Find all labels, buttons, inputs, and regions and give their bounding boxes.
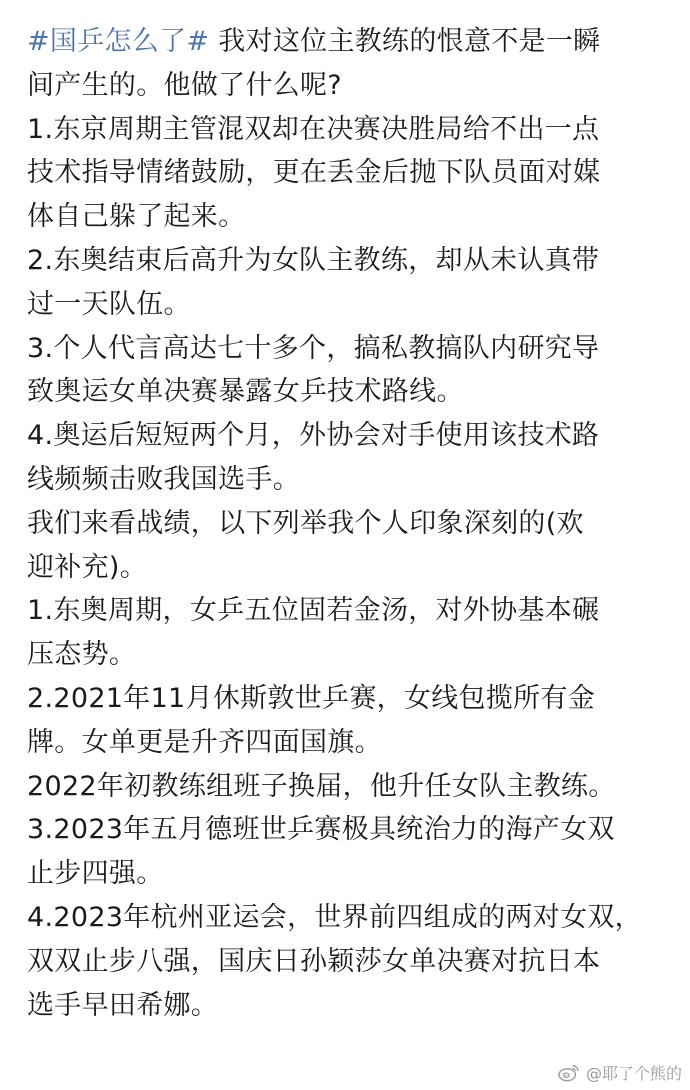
post-line-3: 1.东京周期主管混双却在决赛决胜局给不出一点 bbox=[27, 113, 600, 145]
post-line-8: 3.个人代言高达七十多个，搞私教搞队内研究导 bbox=[27, 332, 600, 364]
post-line-7: 过一天队伍。 bbox=[27, 288, 191, 320]
hashtag-link[interactable]: #国乒怎么了# bbox=[27, 26, 210, 57]
post-line-6: 2.东奥结束后高升为女队主教练，却从未认真带 bbox=[27, 244, 600, 276]
post-line-10: 4.奥运后短短两个月，外协会对手使用该技术路 bbox=[27, 420, 600, 452]
post-line-16: 2.2021年11月休斯敦世乒赛，女线包揽所有金 bbox=[27, 682, 596, 714]
post-line-5: 体自己躲了起来。 bbox=[27, 201, 246, 233]
weibo-watermark bbox=[558, 1060, 682, 1084]
post-line-22: 双双止步八强，国庆日孙颖莎女单决赛对抗日本 bbox=[27, 945, 601, 977]
post-line-14: 1.东奥周期，女乒五位固若金汤，对外协基本碾 bbox=[27, 595, 600, 627]
weibo-logo-icon bbox=[558, 1062, 580, 1082]
post-line-12: 我们来看战绩，以下列举我个人印象深刻的(欢 bbox=[27, 507, 584, 539]
post-line-21: 4.2023年杭州亚运会，世界前四组成的两对女双， bbox=[27, 901, 642, 933]
post-line-4: 技术指导情绪鼓励，更在丢金后抛下队员面对媒 bbox=[27, 157, 601, 189]
post-line-19: 3.2023年五月德班世乒赛极具统治力的海产女双 bbox=[27, 814, 615, 846]
post-line-11: 线频频击败我国选手。 bbox=[27, 463, 300, 495]
post-line-1-text: 我对这位主教练的恨意不是一瞬 bbox=[209, 26, 601, 57]
post-line-20: 止步四强。 bbox=[27, 858, 164, 890]
post-line-17: 牌。女单更是升齐四面国旗。 bbox=[27, 726, 382, 758]
post-line-18: 2022年初教练组班子换届，他升任女队主教练。 bbox=[27, 770, 616, 802]
post-line-9: 致奥运女单决赛暴露女乒技术路线。 bbox=[27, 376, 464, 408]
post-line-23: 选手早田希娜。 bbox=[27, 989, 219, 1021]
post-body bbox=[27, 20, 672, 1027]
watermark-username: @耶了个熊的 bbox=[585, 1063, 682, 1083]
post-line-13: 迎补充)。 bbox=[27, 551, 148, 583]
post-line-15: 压态势。 bbox=[27, 639, 137, 671]
post-line-2: 间产生的。他做了什么呢? bbox=[27, 69, 342, 101]
post-line-1 bbox=[27, 20, 672, 64]
